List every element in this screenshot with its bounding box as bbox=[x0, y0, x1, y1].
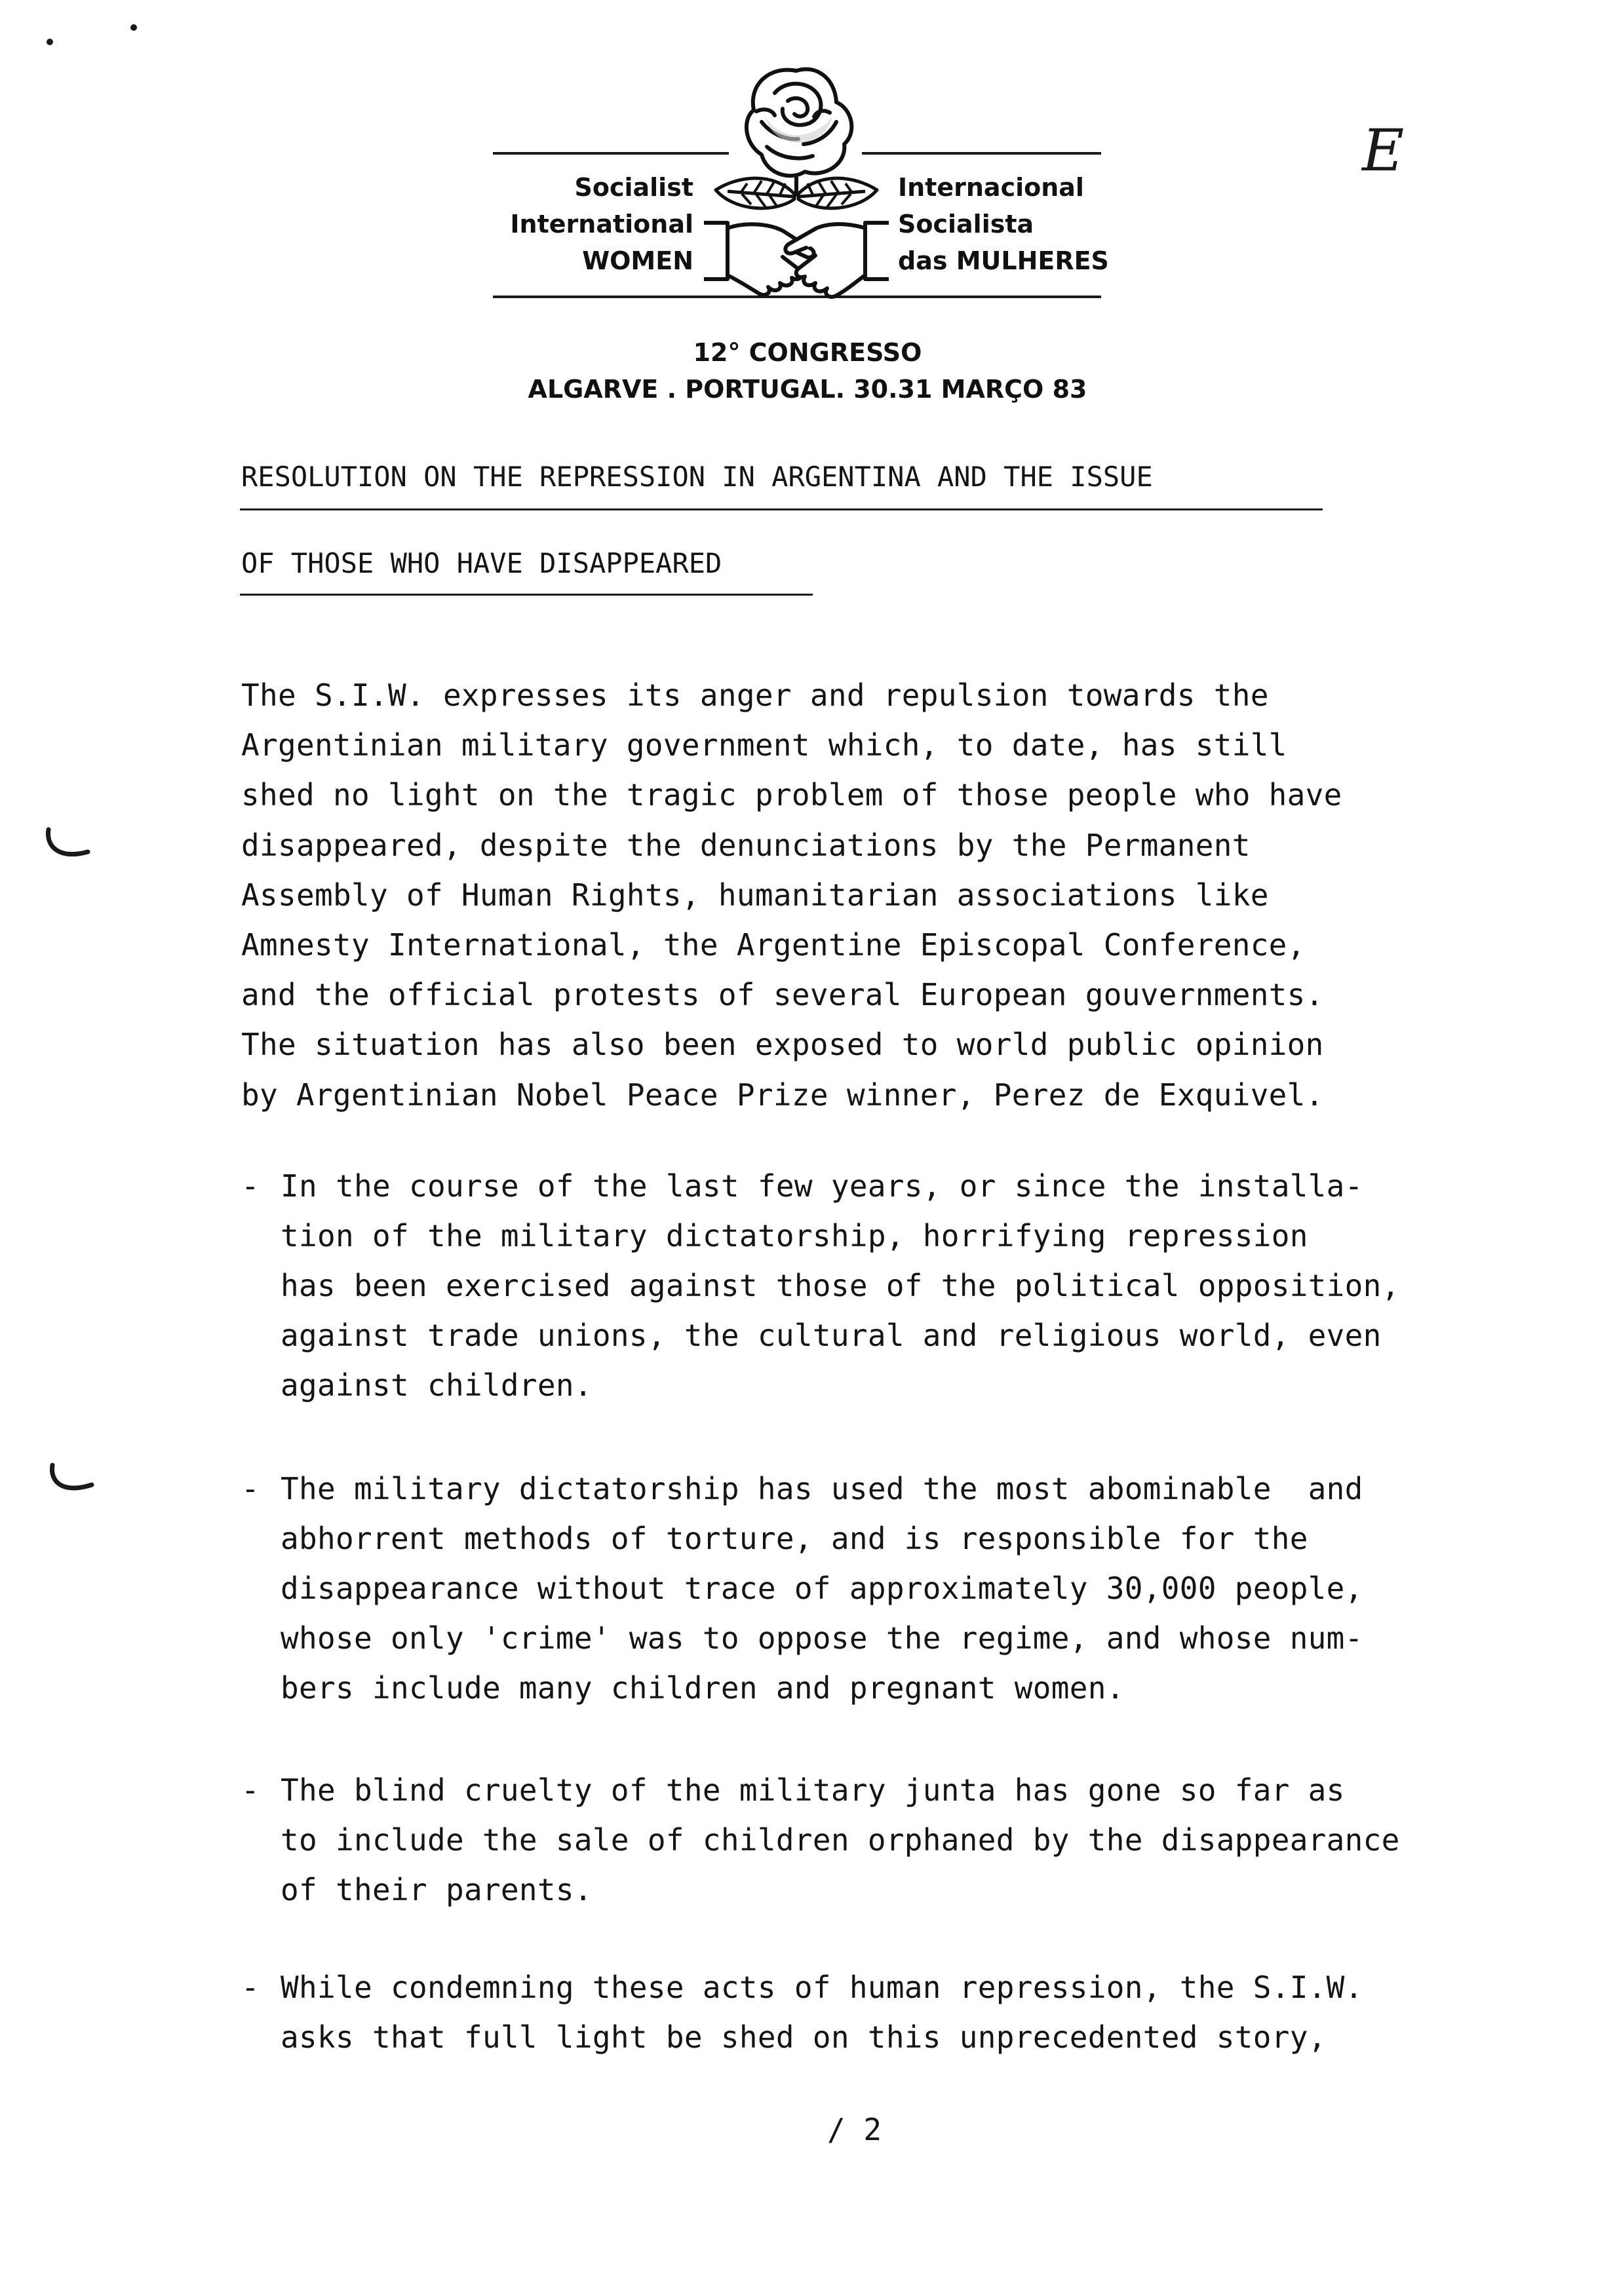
letterhead-rule-top-left bbox=[493, 152, 729, 155]
letterhead-portuguese-name: Internacional Socialista das MULHERES bbox=[898, 173, 1109, 275]
bullet-dash: - bbox=[241, 1168, 260, 1204]
bullet-dash: - bbox=[241, 1471, 260, 1506]
congress-location-date: ALGARVE . PORTUGAL. 30.31 MARÇO 83 bbox=[528, 375, 1087, 404]
bullet-text: The military dictatorship has used the most abominable and abhorrent methods of torture, and is responsible for the disappearance without trace of approximately 30,000 people, whose only 'crime' was to oppose the regime, and whose num- bers include many children and pregnant women. bbox=[281, 1471, 1363, 1706]
bullet-item bbox=[241, 1464, 1519, 1706]
bullet-item bbox=[241, 1161, 1519, 1403]
bullet-text: In the course of the last few years, or since the installa- tion of the military dictatorship, horrifying repression has been exercised against those of the political opposition, against trade unions, the cultural and religious world, even against children. bbox=[281, 1168, 1400, 1403]
resolution-title-line-1: RESOLUTION ON THE REPRESSION IN ARGENTINA AND THE ISSUE bbox=[241, 461, 1153, 493]
title-underline-1 bbox=[240, 508, 1323, 510]
intro-paragraph: The S.I.W. expresses its anger and repulsion towards the Argentinian military government which, to date, has still shed no light on the tragic problem of those people who have disappeared, despite the denunciations by the Permanent Assembly of Human Rights, humanitarian associations like Amnesty International, the Argentine Episcopal Conference, and the official protests of several European gouvernments. The situation has also been exposed to world public opinion by Argentinian Nobel Peace Prize winner, Perez de Exquivel. bbox=[241, 678, 1342, 1113]
letterhead bbox=[485, 59, 1109, 334]
binder-hole-mark-icon bbox=[42, 1448, 101, 1507]
page-number: / 2 bbox=[827, 2112, 882, 2147]
resolution-title-line-2: OF THOSE WHO HAVE DISAPPEARED bbox=[241, 547, 722, 579]
scan-speck-icon bbox=[39, 20, 157, 59]
bullet-text: The blind cruelty of the military junta has gone so far as to include the sale of children orphaned by the disappearance of their parents. bbox=[281, 1772, 1400, 1907]
corner-handwritten-mark: E bbox=[1362, 117, 1405, 184]
congress-title: 12° CONGRESSO bbox=[693, 338, 922, 367]
bullet-dash: - bbox=[241, 1772, 260, 1808]
bullet-item bbox=[241, 1765, 1519, 1915]
bullet-dash: - bbox=[241, 1970, 260, 2005]
title-underline-2 bbox=[240, 594, 813, 596]
rose-handshake-emblem-icon bbox=[701, 59, 891, 321]
bullet-item bbox=[241, 1962, 1519, 2112]
letterhead-rule-top-right bbox=[862, 152, 1101, 155]
bullet-text: While condemning these acts of human repression, the S.I.W. asks that full light be shed on this unprecedented story, bbox=[281, 1970, 1363, 2055]
binder-hole-mark-icon bbox=[39, 813, 98, 871]
letterhead-english-name: Socialist International WOMEN bbox=[510, 173, 693, 275]
